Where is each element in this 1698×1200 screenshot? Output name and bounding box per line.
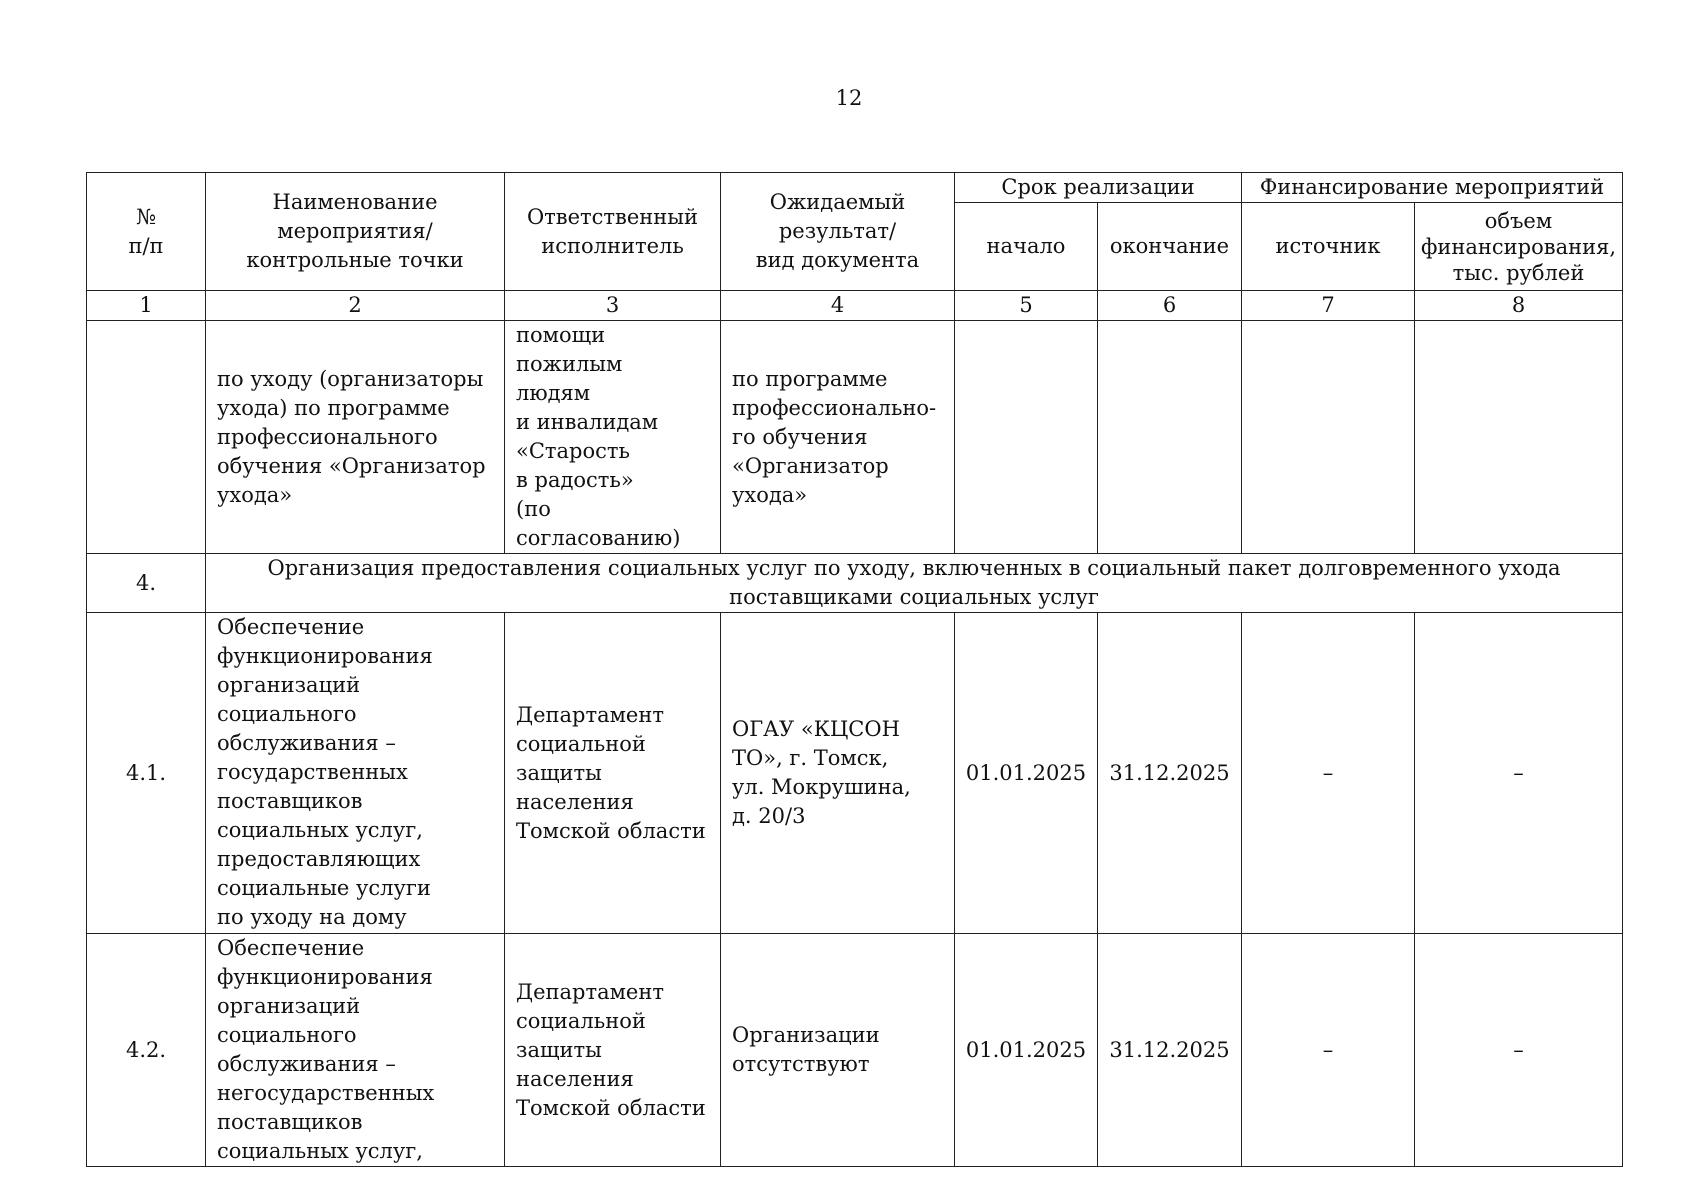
table-row: [87, 934, 1623, 1167]
row-volume: [1415, 321, 1623, 554]
header-period-group: Срок реализации: [955, 173, 1242, 203]
column-number: 7: [1242, 291, 1415, 321]
row-start: [955, 321, 1098, 554]
header-result: [721, 173, 955, 291]
column-number-row: [87, 291, 1623, 321]
header-source: источник: [1242, 203, 1415, 291]
row-responsible: помощи пожилым людям и инвалидам «Старость в радость» (по согласованию): [505, 321, 721, 554]
row-responsible: Департамент социальной защиты населения Томской области: [505, 613, 721, 934]
row-result: по программе профессионально- го обучения «Организатор ухода»: [721, 321, 955, 554]
row-name: Обеспечение функционирования организаций социального обслуживания – негосударственных поставщиков социальных услуг,: [206, 934, 505, 1167]
column-number: 1: [87, 291, 206, 321]
header-responsible: [505, 173, 721, 291]
column-number: 4: [721, 291, 955, 321]
section-title: Организация предоставления социальных услуг по уходу, включенных в социальный пакет долговременного ухода поставщиками социальных услуг: [206, 554, 1623, 613]
column-number: 3: [505, 291, 721, 321]
header-finance-group: Финансирование мероприятий: [1242, 173, 1623, 203]
section-row: [87, 554, 1623, 613]
row-name: Обеспечение функционирования организаций социального обслуживания – государственных поставщиков социальных услуг, предоставляющих социальные услуги по уходу на дому: [206, 613, 505, 934]
row-source: –: [1242, 934, 1415, 1167]
header-num-label: № п/п: [128, 204, 164, 258]
column-number: 8: [1415, 291, 1623, 321]
column-number: 5: [955, 291, 1098, 321]
header-volume-label: объем финансирования, тыс. рублей: [1420, 208, 1617, 285]
row-name: по уходу (организаторы ухода) по программе профессионального обучения «Организатор ухода»: [206, 321, 505, 554]
header-name-label: Наименование мероприятия/ контрольные точки: [246, 190, 464, 272]
header-row: [87, 173, 1623, 203]
row-end: [1098, 321, 1242, 554]
section-num: 4.: [87, 554, 206, 613]
row-num: 4.2.: [87, 934, 206, 1167]
action-plan-table: [86, 172, 1623, 1167]
row-num: [87, 321, 206, 554]
row-responsible: Департамент социальной защиты населения Томской области: [505, 934, 721, 1167]
row-end: 31.12.2025: [1098, 934, 1242, 1167]
row-start: 01.01.2025: [955, 934, 1098, 1167]
column-number: 2: [206, 291, 505, 321]
row-result: ОГАУ «КЦСОН ТО», г. Томск, ул. Мокрушина, д. 20/3: [721, 613, 955, 934]
header-volume: [1415, 203, 1623, 291]
column-number: 6: [1098, 291, 1242, 321]
header-responsible-label: Ответственный исполнитель: [526, 204, 699, 258]
row-result: Организации отсутствуют: [721, 934, 955, 1167]
header-end: окончание: [1098, 203, 1242, 291]
page-number: 12: [835, 86, 863, 110]
row-start: 01.01.2025: [955, 613, 1098, 934]
header-name: [206, 173, 505, 291]
row-source: –: [1242, 613, 1415, 934]
table-row-continuation: [87, 321, 1623, 554]
row-end: 31.12.2025: [1098, 613, 1242, 934]
header-start: начало: [955, 203, 1098, 291]
header-num: [87, 173, 206, 291]
row-num: 4.1.: [87, 613, 206, 934]
row-volume: –: [1415, 613, 1623, 934]
table-row: [87, 613, 1623, 934]
header-result-label: Ожидаемый результат/ вид документа: [755, 190, 920, 272]
row-source: [1242, 321, 1415, 554]
row-volume: –: [1415, 934, 1623, 1167]
